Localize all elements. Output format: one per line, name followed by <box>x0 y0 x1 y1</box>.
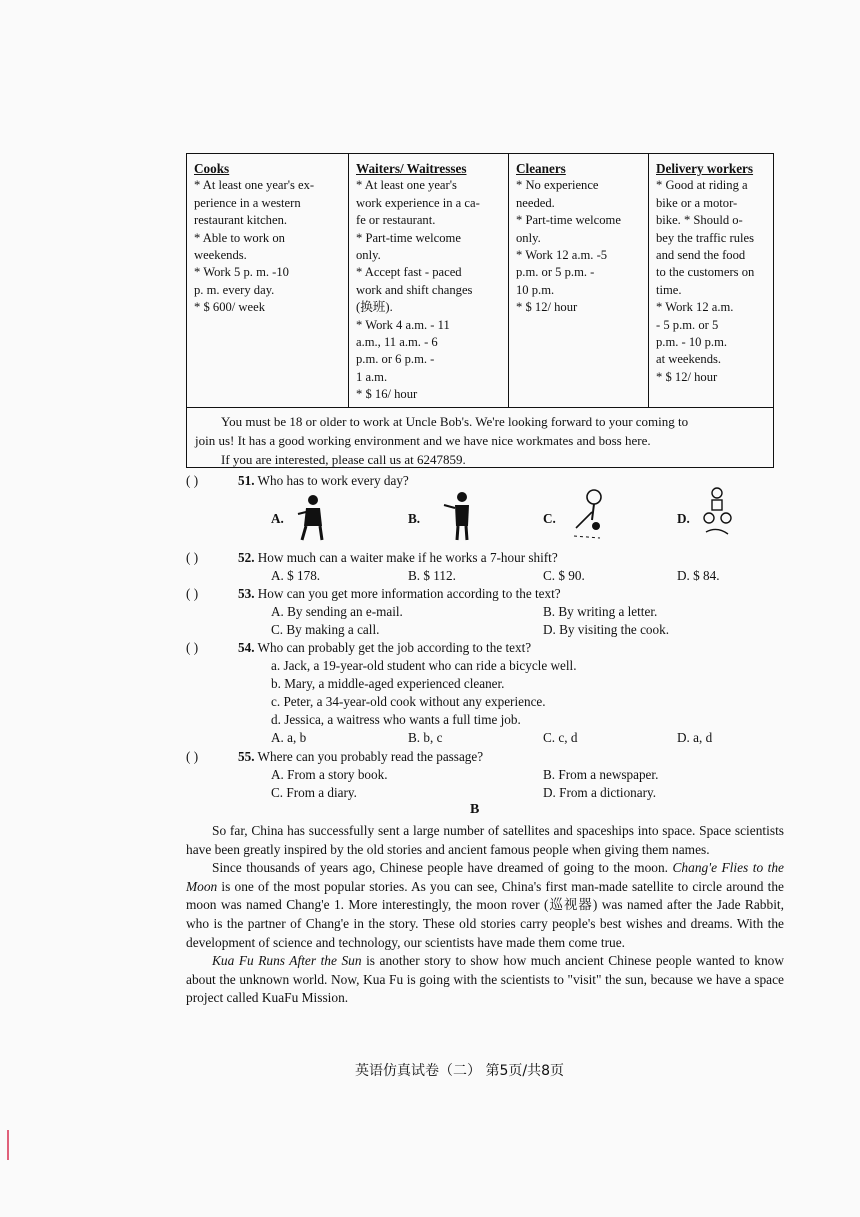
table-line: bike or a motor- <box>656 195 738 210</box>
option-a[interactable]: A. <box>271 511 284 526</box>
table-line: * Able to work on <box>194 230 285 245</box>
statement-a: a. Jack, a 19-year-old student who can ride a bicycle well. <box>271 658 577 673</box>
notice-line-1: You must be 18 or older to work at Uncle Bob's. We're looking forward to your coming to <box>221 414 689 429</box>
waiters-head: Waiters/ Waitresses <box>356 161 467 176</box>
option-a[interactable]: A. a, b <box>271 730 307 745</box>
table-line: * $ 600/ week <box>194 300 265 315</box>
question-text: Who can probably get the job according to the text? <box>257 640 532 655</box>
delivery-figure-icon <box>700 486 734 542</box>
job-table <box>186 153 774 408</box>
table-line: p. m. every day. <box>194 282 275 297</box>
cleaner-figure-icon <box>570 488 610 542</box>
answer-blank[interactable]: ( ) <box>186 749 199 764</box>
option-b[interactable]: B. $ 112. <box>408 568 456 583</box>
delivery-head: Delivery workers <box>656 161 754 176</box>
answer-blank[interactable]: ( ) <box>186 550 199 565</box>
answer-blank[interactable]: ( ) <box>186 586 199 601</box>
table-line: p.m. - 10 p.m. <box>656 335 728 350</box>
table-line: p.m. or 5 p.m. - <box>516 265 595 280</box>
question-number: 54. <box>238 640 255 655</box>
table-line: * At least one year's ex- <box>194 178 315 193</box>
option-b[interactable]: B. By writing a letter. <box>543 604 658 619</box>
table-line: fe or restaurant. <box>356 213 436 228</box>
waiter-figure-icon <box>440 490 476 542</box>
answer-blank[interactable]: ( ) <box>186 640 199 655</box>
table-line: (换班). <box>356 300 393 315</box>
statement-d: d. Jessica, a waitress who wants a full time job. <box>271 712 521 727</box>
option-b[interactable]: B. From a newspaper. <box>543 767 659 782</box>
table-line: restaurant kitchen. <box>194 213 288 228</box>
option-b[interactable]: B. b, c <box>408 730 443 745</box>
option-a[interactable]: A. By sending an e-mail. <box>271 604 403 619</box>
table-line: and send the food <box>656 248 746 263</box>
delivery-column <box>649 154 773 407</box>
table-line: * Good at riding a <box>656 178 748 193</box>
cooks-head: Cooks <box>194 161 230 176</box>
section-b-heading: B <box>470 802 480 817</box>
table-line: * Part-time welcome <box>356 230 461 245</box>
answer-blank[interactable]: ( ) <box>186 473 199 488</box>
statement-b: b. Mary, a middle-aged experienced cleaner. <box>271 676 505 691</box>
delivery-lines <box>656 177 768 386</box>
question-53 <box>186 585 561 603</box>
page-footer: 英语仿真试卷（二） 第5页/共8页 <box>355 1063 564 1079</box>
option-c[interactable]: C. $ 90. <box>543 568 585 583</box>
table-line: to the customers on <box>656 265 755 280</box>
notice-line-3: If you are interested, please call us at 6247859. <box>221 452 466 467</box>
table-line: bey the traffic rules <box>656 230 755 245</box>
question-54 <box>186 639 531 657</box>
option-a[interactable]: A. From a story book. <box>271 767 388 782</box>
table-line: needed. <box>516 195 555 210</box>
passage-paragraph-3: Kua Fu Runs After the Sun is another story to show how much ancient Chinese people wanted to know about the unknown world. Now, Kua Fu is going with the scientists to "visit" the sun, because we have a space project called KuaFu Mission. <box>186 953 785 1006</box>
table-line: * $ 16/ hour <box>356 387 418 402</box>
table-line: at weekends. <box>656 352 722 367</box>
table-line: * Part-time welcome <box>516 213 621 228</box>
passage-b <box>186 822 784 1008</box>
table-line: 10 p.m. <box>516 282 555 297</box>
option-d[interactable]: D. $ 84. <box>677 568 720 583</box>
notice-line-2: join us! It has a good working environment and we have nice workmates and boss here. <box>195 433 651 448</box>
question-55 <box>186 748 483 766</box>
cook-figure-icon <box>296 492 326 542</box>
table-line: time. <box>656 282 682 297</box>
option-a[interactable]: A. $ 178. <box>271 568 321 583</box>
question-number: 55. <box>238 749 255 764</box>
question-text: Who has to work every day? <box>257 473 409 488</box>
table-line: work and shift changes <box>356 282 473 297</box>
cleaners-column <box>509 154 649 407</box>
question-text: How much can a waiter make if he works a 7-hour shift? <box>257 550 558 565</box>
table-line: bike. * Should o- <box>656 213 743 228</box>
waiters-lines <box>356 177 503 403</box>
cooks-column <box>187 154 349 407</box>
option-d[interactable]: D. From a dictionary. <box>543 785 657 800</box>
table-line: * Work 4 a.m. - 11 <box>356 317 450 332</box>
question-text: How can you get more information according to the text? <box>257 586 561 601</box>
option-c[interactable]: C. <box>543 511 556 526</box>
table-line: work experience in a ca- <box>356 195 480 210</box>
table-line: * $ 12/ hour <box>656 369 718 384</box>
option-b[interactable]: B. <box>408 511 421 526</box>
question-text: Where can you probably read the passage? <box>257 749 484 764</box>
table-line: * Work 12 a.m. -5 <box>516 248 608 263</box>
option-d[interactable]: D. By visiting the cook. <box>543 622 670 637</box>
question-number: 51. <box>238 473 255 488</box>
table-line: * No experience <box>516 178 599 193</box>
table-line: * At least one year's <box>356 178 457 193</box>
cleaners-lines <box>516 177 643 316</box>
option-c[interactable]: C. From a diary. <box>271 785 357 800</box>
table-line: weekends. <box>194 248 247 263</box>
table-line: * Work 5 p. m. -10 <box>194 265 289 280</box>
table-line: * $ 12/ hour <box>516 300 578 315</box>
option-d[interactable]: D. a, d <box>677 730 713 745</box>
table-line: - 5 p.m. or 5 <box>656 317 719 332</box>
cooks-lines <box>194 177 343 316</box>
table-line: only. <box>516 230 541 245</box>
passage-paragraph-2: Since thousands of years ago, Chinese people have dreamed of going to the moon. Chang'e Flies to the Moon is one of the most popular stories. As you can see, China's first man-made satellite to circle around the moon was named Chang'e 1. More interestingly, the moon rover (巡视器) was named after the Jade Rabbit, who is the partner of Chang'e in the story. These old stories carry people's best wishes and dreams. With the development of science and technology, our scientists have made them come true. <box>186 860 784 950</box>
waiters-column <box>349 154 509 407</box>
statement-c: c. Peter, a 34-year-old cook without any experience. <box>271 694 546 709</box>
table-line: * Work 12 a.m. <box>656 300 734 315</box>
question-52 <box>186 549 558 567</box>
option-c[interactable]: C. By making a call. <box>271 622 380 637</box>
table-line: perience in a western <box>194 195 301 210</box>
cleaners-head: Cleaners <box>516 161 566 176</box>
table-line: * Accept fast - paced <box>356 265 462 280</box>
notice-box <box>186 408 774 468</box>
table-line: p.m. or 6 p.m. - <box>356 352 435 367</box>
passage-paragraph-1: So far, China has successfully sent a large number of satellites and spaceships into space. Space scientists have been greatly inspired by the old stories and ancient famous people when giving them names. <box>186 823 784 857</box>
question-51 <box>186 472 409 490</box>
table-line: 1 a.m. <box>356 369 388 384</box>
table-line: only. <box>356 248 381 263</box>
question-number: 53. <box>238 586 255 601</box>
margin-mark <box>7 1130 9 1160</box>
option-c[interactable]: C. c, d <box>543 730 578 745</box>
table-line: a.m., 11 a.m. - 6 <box>356 335 438 350</box>
option-d[interactable]: D. <box>677 511 690 526</box>
question-number: 52. <box>238 550 255 565</box>
